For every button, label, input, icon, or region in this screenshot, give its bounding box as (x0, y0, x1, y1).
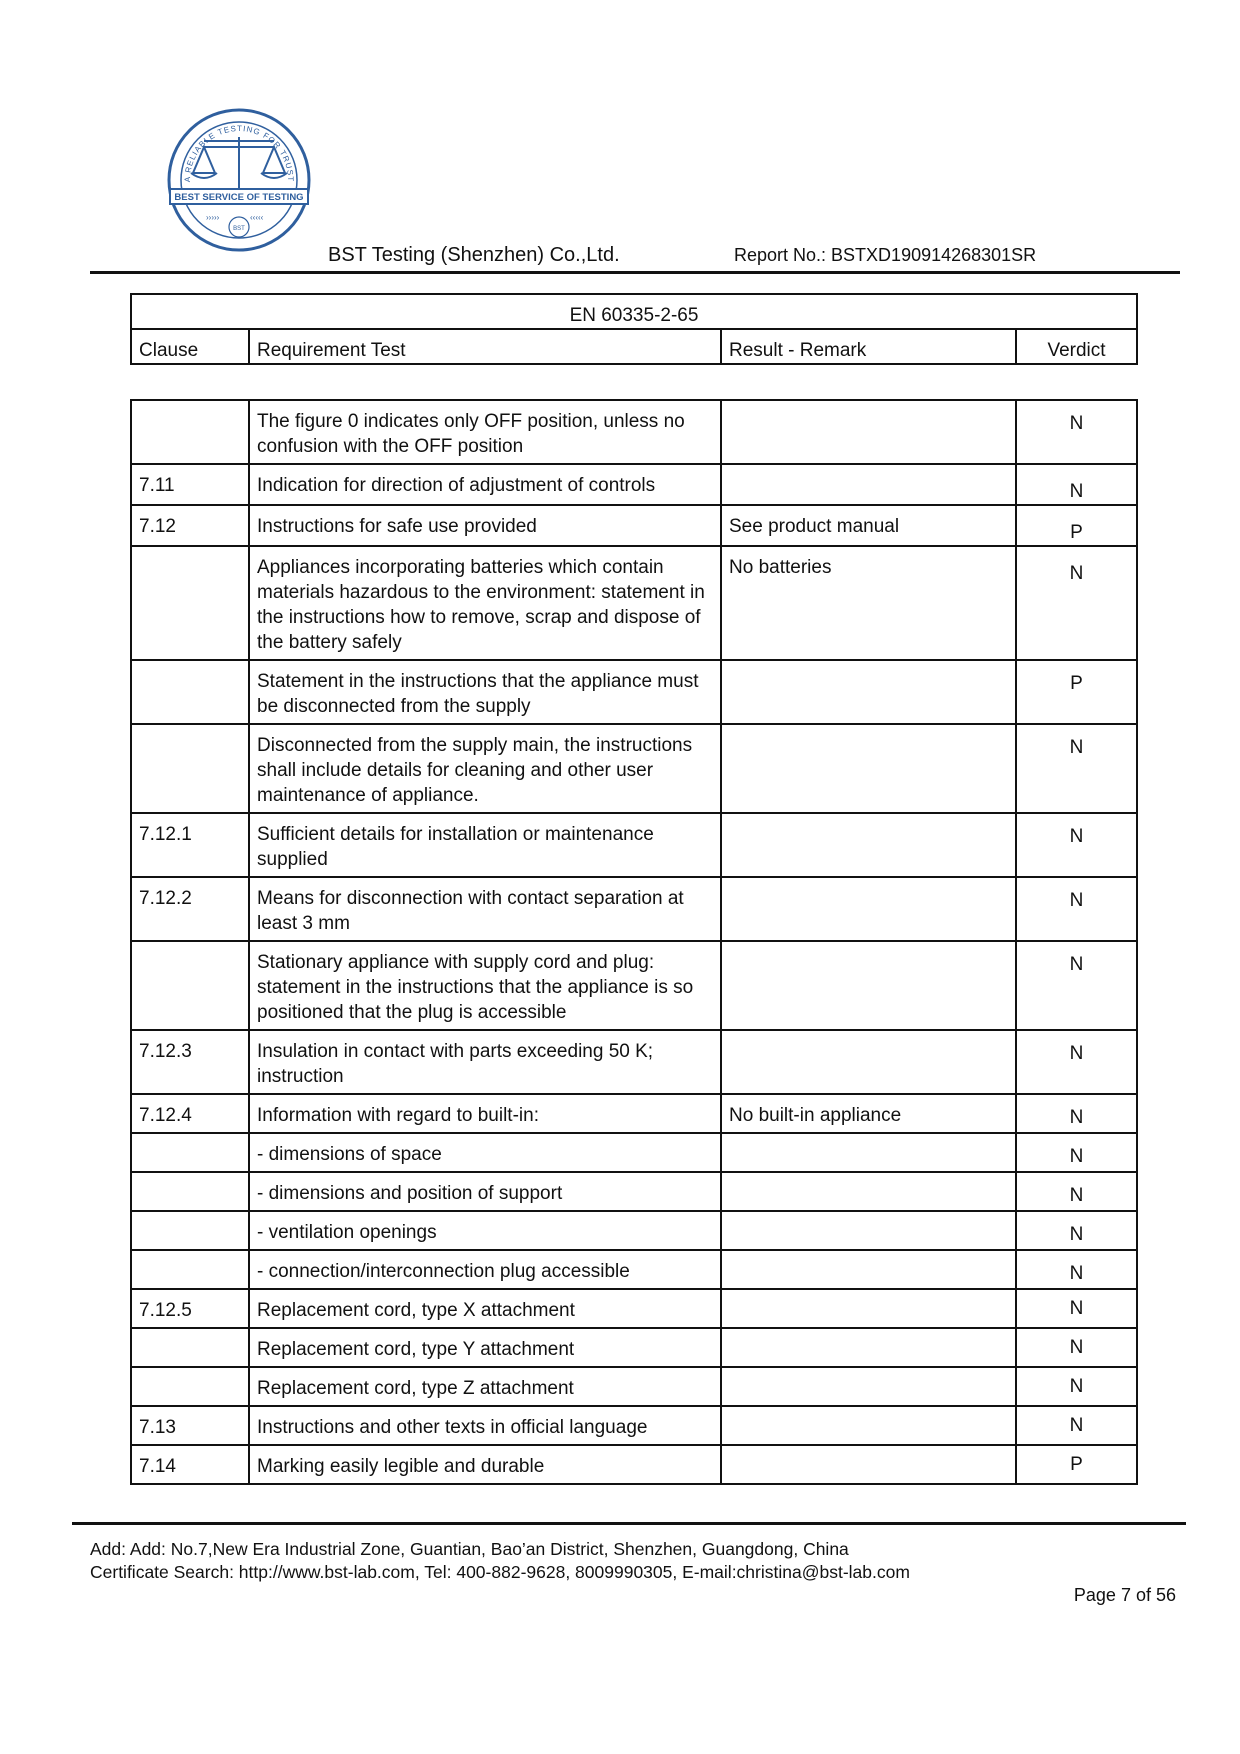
clause-cell (131, 546, 249, 660)
table-row (131, 1133, 1137, 1172)
requirement-cell: Information with regard to built-in: (249, 1094, 721, 1133)
clause-cell (131, 1250, 249, 1289)
footer-address: Add: Add: No.7,New Era Industrial Zone, Guantian, Bao’an District, Shenzhen, Guangdong, China (90, 1539, 849, 1559)
remark-cell (721, 660, 1016, 724)
requirements-table (130, 399, 1138, 1485)
column-header-requirement: Requirement Test (249, 329, 721, 364)
verdict-cell: N (1016, 941, 1137, 1030)
requirement-cell: Sufficient details for installation or maintenance supplied (249, 813, 721, 877)
remark-cell (721, 724, 1016, 813)
logo-band-text: BEST SERVICE OF TESTING (174, 192, 304, 203)
verdict-cell: N (1016, 877, 1137, 941)
remark-cell (721, 1133, 1016, 1172)
standard-title: EN 60335-2-65 (131, 294, 1137, 329)
verdict-cell: N (1016, 724, 1137, 813)
verdict-cell: P (1016, 505, 1137, 546)
requirement-cell: Replacement cord, type Z attachment (249, 1367, 721, 1406)
verdict-cell: N (1016, 400, 1137, 464)
requirement-cell: Replacement cord, type X attachment (249, 1289, 721, 1328)
remark-cell: See product manual (721, 505, 1016, 546)
requirement-cell: Insulation in contact with parts exceeding 50 K; instruction (249, 1030, 721, 1094)
table-row (131, 464, 1137, 505)
requirement-cell: - dimensions of space (249, 1133, 721, 1172)
remark-cell (721, 464, 1016, 505)
clause-cell: 7.13 (131, 1406, 249, 1445)
clause-cell: 7.12.3 (131, 1030, 249, 1094)
clause-cell: 7.12 (131, 505, 249, 546)
requirement-cell: Stationary appliance with supply cord and plug: statement in the instructions that the appliance is so positioned that the plug is accessible (249, 941, 721, 1030)
page-number: Page 7 of 56 (1073, 1585, 1176, 1605)
clause-cell: 7.14 (131, 1445, 249, 1484)
svg-text:‹‹‹‹‹: ‹‹‹‹‹ (250, 213, 264, 222)
clause-cell: 7.12.1 (131, 813, 249, 877)
table-row (131, 1367, 1137, 1406)
company-logo (166, 107, 312, 253)
table-row (131, 1172, 1137, 1211)
logo-top-text: A RELIABLE TESTING FOR TRUST (182, 123, 296, 183)
table-header (130, 293, 1138, 365)
table-row (131, 400, 1137, 464)
table-row (131, 813, 1137, 877)
clause-cell (131, 400, 249, 464)
report-number: Report No.: BSTXD190914268301SR (734, 245, 1037, 265)
verdict-cell: N (1016, 1094, 1137, 1133)
requirement-cell: Means for disconnection with contact separation at least 3 mm (249, 877, 721, 941)
remark-cell (721, 1250, 1016, 1289)
verdict-cell: N (1016, 1406, 1137, 1445)
requirement-cell: The figure 0 indicates only OFF position, unless no confusion with the OFF position (249, 400, 721, 464)
clause-cell (131, 1133, 249, 1172)
clause-cell: 7.12.2 (131, 877, 249, 941)
table-row (131, 1094, 1137, 1133)
clause-cell (131, 941, 249, 1030)
column-header-verdict: Verdict (1016, 329, 1137, 364)
clause-cell: 7.12.4 (131, 1094, 249, 1133)
verdict-cell: N (1016, 1367, 1137, 1406)
table-row (131, 1445, 1137, 1484)
logo-center-text: BST (233, 226, 245, 232)
requirement-cell: Appliances incorporating batteries which contain materials hazardous to the environment: statement in the instructions how to remove, scrap and dispose of the battery safely (249, 546, 721, 660)
requirement-cell: Indication for direction of adjustment of controls (249, 464, 721, 505)
remark-cell: No built-in appliance (721, 1094, 1016, 1133)
verdict-cell: N (1016, 1211, 1137, 1250)
remark-cell (721, 1289, 1016, 1328)
verdict-cell: N (1016, 1172, 1137, 1211)
table-row (131, 1289, 1137, 1328)
remark-cell (721, 1030, 1016, 1094)
requirement-cell: Instructions for safe use provided (249, 505, 721, 546)
clause-cell (131, 724, 249, 813)
verdict-cell: N (1016, 813, 1137, 877)
table-row (131, 1250, 1137, 1289)
verdict-cell: N (1016, 1289, 1137, 1328)
remark-cell (721, 1211, 1016, 1250)
clause-cell (131, 1367, 249, 1406)
verdict-cell: N (1016, 1133, 1137, 1172)
remark-cell (721, 1172, 1016, 1211)
requirement-cell: Instructions and other texts in official language (249, 1406, 721, 1445)
header-divider (90, 271, 1180, 274)
clause-cell (131, 1328, 249, 1367)
remark-cell (721, 1445, 1016, 1484)
requirement-cell: - connection/interconnection plug accessible (249, 1250, 721, 1289)
remark-cell (721, 813, 1016, 877)
requirement-cell: Disconnected from the supply main, the instructions shall include details for cleaning and other user maintenance of appliance. (249, 724, 721, 813)
verdict-cell: N (1016, 1030, 1137, 1094)
table-row (131, 724, 1137, 813)
requirement-cell: - ventilation openings (249, 1211, 721, 1250)
verdict-cell: N (1016, 1328, 1137, 1367)
footer-divider (72, 1522, 1186, 1525)
table-row (131, 1328, 1137, 1367)
remark-cell (721, 1406, 1016, 1445)
verdict-cell: P (1016, 1445, 1137, 1484)
footer-contact: Certificate Search: http://www.bst-lab.com, Tel: 400-882-9628, 8009990305, E-mail:christina@bst-lab.com (90, 1562, 910, 1582)
requirement-cell: Replacement cord, type Y attachment (249, 1328, 721, 1367)
remark-cell (721, 1367, 1016, 1406)
table-row (131, 877, 1137, 941)
table-row (131, 1211, 1137, 1250)
clause-cell: 7.11 (131, 464, 249, 505)
table-row (131, 1406, 1137, 1445)
verdict-cell: P (1016, 660, 1137, 724)
clause-cell (131, 660, 249, 724)
clause-cell (131, 1211, 249, 1250)
table-row (131, 941, 1137, 1030)
verdict-cell: N (1016, 464, 1137, 505)
remark-cell (721, 1328, 1016, 1367)
table-row (131, 660, 1137, 724)
verdict-cell: N (1016, 1250, 1137, 1289)
table-row (131, 505, 1137, 546)
column-header-clause: Clause (131, 329, 249, 364)
remark-cell: No batteries (721, 546, 1016, 660)
company-name: BST Testing (Shenzhen) Co.,Ltd. (328, 244, 620, 266)
requirement-cell: - dimensions and position of support (249, 1172, 721, 1211)
table-row (131, 1030, 1137, 1094)
requirement-cell: Marking easily legible and durable (249, 1445, 721, 1484)
column-header-remark: Result - Remark (721, 329, 1016, 364)
clause-cell (131, 1172, 249, 1211)
remark-cell (721, 941, 1016, 1030)
requirement-cell: Statement in the instructions that the appliance must be disconnected from the supply (249, 660, 721, 724)
svg-text:›››››: ››››› (206, 213, 220, 222)
table-row (131, 546, 1137, 660)
remark-cell (721, 400, 1016, 464)
remark-cell (721, 877, 1016, 941)
verdict-cell: N (1016, 546, 1137, 660)
clause-cell: 7.12.5 (131, 1289, 249, 1328)
